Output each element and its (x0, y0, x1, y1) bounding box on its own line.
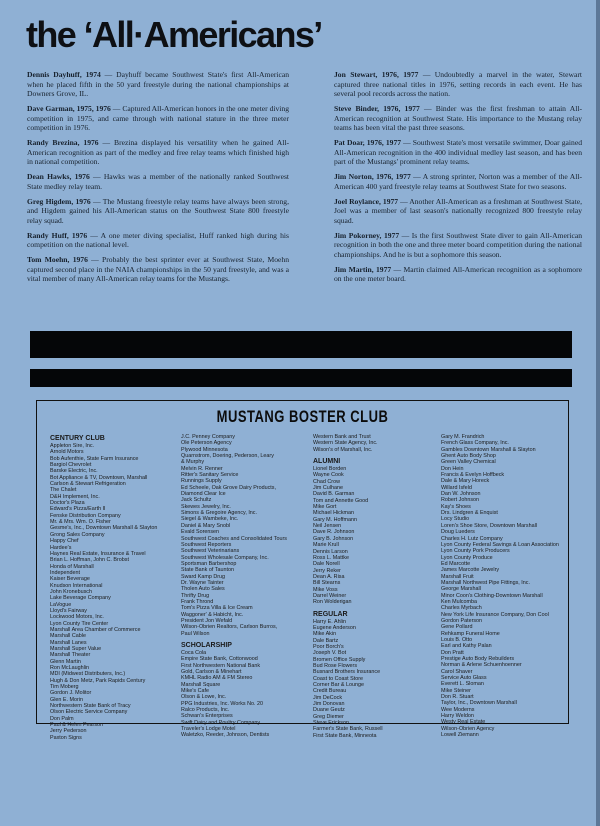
booster-member: Paul Wilson (181, 630, 210, 637)
booster-member: Wilson-Obrien Realtors, Carlson Burros, (181, 624, 278, 631)
booster-member: Jim Culhane (313, 485, 343, 492)
booster-member: Don R. Stuart (441, 694, 474, 701)
athlete-name: Greg Higdem, 1976 (27, 196, 91, 206)
athlete-name: Jon Stewart, 1976, 1977 (334, 70, 419, 79)
booster-member: Marie Krull (313, 542, 339, 549)
booster-member: Daniel & Mary Snobl (181, 522, 231, 529)
booster-member: Lyon County Tire Center (50, 620, 109, 627)
booster-member: Carol Shaver (441, 668, 473, 675)
booster-member: Westy Real Estate (441, 719, 486, 726)
athlete-entry: Randy Brezina, 1976 — Brezina displayed his versatility when he gained All-American recognition as part of the medley and free relay teams which finished high in national competition. (27, 138, 290, 166)
booster-member: Dr. Wayne Tainter (181, 579, 224, 586)
booster-member: Honda of Marshall (50, 563, 94, 570)
booster-member: Traveler's Lodge Motel (181, 726, 236, 733)
booster-member: Western State Agency, Inc. (313, 440, 378, 447)
booster-member: French Glass Company, Inc. (441, 440, 509, 447)
booster-member: Glen E. Morin (50, 696, 83, 703)
booster-member: Arnold Motors (50, 449, 84, 456)
booster-member: Chad Crow (313, 478, 340, 485)
booster-member: Melvin R. Renner (181, 465, 223, 472)
booster-member: Gesme's, Inc., Downtown Marshall & Slayton (50, 525, 158, 532)
booster-member: Louis B. Otto (441, 637, 473, 643)
athlete-description: Probably the best sprinter ever at Southwest State, Moehn captured second place in the NAIA championships in the 50 yard freestyle, and was a vital member of many All-American relay teams for the Mustangs. (27, 255, 290, 283)
booster-member: Dale Bartz (313, 637, 339, 644)
booster-member: Paxton Signs (50, 734, 82, 741)
booster-member: Happy Chef (50, 538, 79, 545)
booster-member: Marshall Northwest Pipe Fittings, Inc. (441, 579, 530, 586)
booster-member: Neil Jensen (313, 523, 342, 530)
booster-member: Mr. & Mrs. Wm. O. Fisher (50, 519, 111, 526)
booster-member: Ole Peterson Agency (181, 440, 232, 447)
booster-club-title: MUSTANG BOSTER CLUB (216, 407, 389, 426)
booster-section-heading: SCHOLARSHIP (181, 642, 232, 649)
booster-member: Tim Moberg (50, 684, 79, 691)
booster-member: Empire State Bank, Cottonwood (181, 656, 258, 663)
booster-member: Jerry Pederson (50, 728, 87, 735)
booster-member: Farmer's State Bank, Russell (313, 726, 383, 733)
athlete-entry: Jon Stewart, 1976, 1977 — Undoubtedly a marvel in the water, Stewart captured three national titles in 1976, setting records in each event. He has several pool records across the nation. (334, 70, 583, 98)
booster-member: Paul & Helen Pearson (50, 722, 104, 729)
booster-member: MDI (Midwest Distributers, Inc.) (50, 671, 126, 678)
athlete-description: A one meter diving specialist, Huff ranked high during his competition on the national level. (27, 230, 289, 249)
booster-member: Bargiol Chevrolet (50, 462, 92, 469)
booster-column-3 (313, 434, 383, 739)
booster-member: Greg Diemer (313, 713, 344, 720)
booster-member: Ritter's Sanitary Service (181, 472, 239, 479)
booster-member: Coca Cola (181, 650, 207, 656)
booster-member: Marshall Area Chamber of Commerce (50, 626, 141, 633)
page-edge-shadow (596, 0, 600, 826)
booster-member: Lockwood Motors, Inc. (50, 614, 104, 621)
athlete-description: The Mustang freestyle relay teams have always been strong, and Higdem gained his All-American status on the Southwest State 800 freestyle relay squad. (27, 196, 289, 225)
booster-member: Rehkamp Funeral Home (441, 630, 500, 637)
booster-member: Gene Pollard (441, 624, 473, 631)
booster-member: D&H Implement, Inc. (50, 493, 100, 500)
booster-member: Southwest Reporters (181, 541, 232, 548)
booster-member: President Jon Wefald (181, 617, 233, 624)
booster-member: Gary M. Frandrich (441, 434, 485, 440)
booster-member: Dennis Larson (313, 548, 348, 555)
booster-member: Coast to Coast Store (313, 675, 364, 682)
booster-member: Grong Sales Company (50, 531, 105, 538)
booster-member: Gambles Downtown Marshall & Slayton (441, 446, 536, 453)
booster-member: Mike Gort (313, 504, 337, 511)
booster-member: Harry Weldon (441, 713, 474, 720)
booster-club-box (36, 400, 569, 741)
booster-member: Marshall Super Value (50, 646, 102, 652)
booster-member: First Northwestern National Bank (181, 662, 261, 669)
booster-member: Brian L. Hoffman, John C. Brobst (50, 557, 130, 564)
booster-member: Service Auto Glass (441, 675, 487, 682)
booster-member: Simons & Gregoire Agency, Inc. (181, 510, 258, 517)
athlete-entry: Tom Moehn, 1976 — Probably the best sprinter ever at Southwest State, Moehn captured second place in the NAIA championships in the 50 yard freestyle, and was a vital member of many All-American relay teams for the Mustangs. (27, 255, 290, 283)
booster-member: Haynes Real Estate, Insurance & Travel (50, 550, 146, 557)
booster-member: Marshall Square (181, 681, 221, 688)
booster-member: Hugh & Don Metz, Park Rapids Century (50, 677, 146, 684)
athlete-entry: Jim Pokorney, 1977 — Is the first Southwest State diver to gain All-American recognition in both the one and three meter board competition during the national championships. And he is but a sophomore this season. (334, 230, 583, 259)
booster-member: Bud Rose Flowers (313, 663, 358, 669)
booster-member: Southwest Coaches and Consolidated Tours (181, 535, 287, 542)
booster-member: Mike Voss (313, 586, 338, 593)
booster-member: LaVogue (50, 601, 72, 608)
booster-member: Ron McLaughlin (50, 665, 89, 672)
booster-member: Waggoner' & Habicht, Inc. (181, 611, 244, 618)
athlete-name: Jim Martin, 1977 (334, 264, 392, 274)
athlete-entry: Randy Huff, 1976 — A one meter diving specialist, Huff ranked high during his competition on the national level. (27, 230, 289, 249)
booster-column-2 (181, 434, 287, 739)
athlete-description: A strong sprinter, Norton was a member of the All-American 400 yard freestyle relay teams at Southwest State for two seasons. (334, 172, 582, 191)
athlete-entry: Jim Martin, 1977 — Martin claimed All-American recognition as a sophomore on the one meter board. (334, 264, 583, 283)
athlete-name: Jim Pokorney, 1977 (334, 230, 400, 240)
athlete-description: Martin claimed All-American recognition as a sophomore on the one meter board. (334, 264, 583, 283)
booster-member: Earl and Kathy Palan (441, 643, 492, 650)
booster-section-heading: ALUMNI (313, 458, 341, 466)
athlete-description: Is the first Southwest State diver to gain All-American recognition in both the one and three meter board competition during the national championships. And he is but a sophomore this season. (334, 230, 583, 259)
booster-column-4 (441, 434, 559, 739)
booster-member: Waletzko, Reeder, Johnson, Dentists (181, 732, 270, 739)
booster-member: Darrel Weiner (313, 592, 347, 599)
booster-member: Tom and Annette Good (313, 497, 369, 504)
booster-member: Knudson International (50, 582, 103, 589)
athlete-entry: Pat Doar, 1976, 1977 — Southwest State's most versatile swimmer, Doar gained All-American recognition in the 400 individual medley last season, and has been part of the Mustangs' prominent relay teams. (334, 138, 582, 166)
booster-member: Marshall Fruit (441, 573, 474, 580)
athlete-entry: Dean Hawks, 1976 — Hawks was a member of the nationally ranked Southwest State medley relay team. (27, 172, 290, 191)
athlete-entry: Dennis Dayhuff, 1974 — Dayhuff became Southwest State's first All-American when he placed fifth in the 50 yard freestyle during the national championships at Downers Grove, IL. (27, 70, 289, 98)
booster-member: Thrifty Drug (181, 592, 210, 599)
athlete-name: Dennis Dayhuff, 1974 (27, 70, 101, 79)
booster-member: Doug Lueders (441, 529, 475, 536)
booster-member: Corner Bar & Lounge (313, 682, 364, 689)
booster-member: Duane Geutz (313, 707, 345, 714)
booster-member: Skewes Jewelry, Inc. (181, 503, 231, 510)
booster-member: David B. Garman (313, 491, 355, 498)
athlete-entry: Steve Binder, 1976, 1977 — Binder was the first freshman to attain All-American recognition at Southwest State. His importance to the Mustang relay teams has been vital the past three seasons. (334, 104, 582, 132)
booster-member: Frank Thrond (181, 598, 214, 605)
booster-member: Gary B. Johnson (313, 535, 354, 542)
booster-member: Jim DeCock (313, 694, 343, 701)
black-divider-bar (30, 369, 572, 387)
booster-member: Harry E. Ahlin (313, 618, 346, 625)
booster-member: Northwestern State Bank of Tracy (50, 703, 131, 710)
booster-member: Ghent Auto Body Shop (441, 453, 496, 460)
booster-member: First State Bank, Minneota (313, 732, 377, 739)
booster-member: Olson Electric Service Company (50, 709, 128, 716)
booster-member: Willard Isfeld (441, 484, 472, 491)
booster-member: Kay's Shoes (441, 503, 471, 510)
booster-member: Edward's Pizza/Earth II (50, 506, 106, 513)
athlete-name: Steve Binder, 1976, 1977 (334, 104, 420, 113)
booster-section-heading: REGULAR (313, 610, 348, 618)
booster-member: George Marshall (441, 586, 481, 593)
booster-member: Green Valley Chemical (441, 459, 496, 466)
black-divider-bar (30, 331, 572, 358)
booster-member: Swift Dairy and Poultry Company (181, 719, 261, 726)
booster-member: Drs. Lindgren & Enquist (441, 510, 498, 517)
booster-member: Tholen Auto Sales (181, 586, 225, 593)
booster-member: Don Hein (441, 465, 464, 472)
booster-member: Jack Schultz (181, 497, 212, 504)
booster-member: Fenske Distribution Company (50, 512, 121, 519)
booster-member: Gary M. Hoffmann (313, 516, 357, 523)
booster-member: Bob Aufenthie, State Farm Insurance (50, 455, 139, 462)
booster-member: Hardee's (50, 544, 72, 551)
athlete-description: Binder was the first freshman to attain All-American recognition at Southwest State. His importance to the Mustang relay teams has been vital the past three seasons. (334, 104, 582, 132)
booster-member: Southwest Veterinarians (181, 548, 240, 555)
booster-member: Plywood Minnesota (181, 446, 228, 453)
booster-member: Marshall Cable (50, 633, 86, 640)
booster-member: Western Bank and Trust (313, 434, 371, 440)
booster-member: Lyon County Produce (441, 554, 493, 561)
booster-member: J.C. Penney Company (181, 434, 235, 440)
booster-member: Lowell Ziemann (441, 732, 479, 739)
booster-member: Tom's Pizza Villa & Ice Cream (181, 605, 253, 612)
booster-member: Carlson & Stewart Refrigeration (50, 481, 126, 488)
athlete-name: Dean Hawks, 1976 (27, 172, 90, 181)
booster-member: Ed Marcotte (441, 560, 471, 567)
booster-member: Ed Scheele, Oak Grove Dairy Products, (181, 484, 276, 491)
booster-member: Ron Wolderigan (313, 599, 352, 606)
booster-member: Prestige Auto Body Rebuilders (441, 656, 515, 663)
booster-member: Everett L. Sloman (441, 681, 484, 688)
booster-member: Kaiser Beverage (50, 576, 90, 583)
athlete-entry: Jim Norton, 1976, 1977 — A strong sprinter, Norton was a member of the All-American 400 yard freestyle relay teams at Southwest State for two seasons. (334, 172, 582, 191)
booster-member: Don Palm (50, 715, 74, 722)
booster-member: Lake Beverage Company (50, 595, 111, 602)
booster-member: Appleton Sire, Inc. (50, 443, 95, 449)
athlete-entry: Joel Roylance, 1977 — Another All-American as a freshman at Southwest State, Joel was a member of last season's nationally recognized 800 freestyle relay squad. (334, 196, 582, 225)
athlete-name: Pat Doar, 1976, 1977 (334, 138, 402, 147)
booster-member: Gordon J. Molitor (50, 690, 92, 697)
booster-member: Taylor, Inc., Downtown Marshall (441, 700, 517, 707)
booster-member: Minor Coon's Clothing-Downtown Marshall (441, 592, 543, 599)
booster-member: Lionel Borden (313, 466, 347, 473)
booster-member: State Bank of Taunton (181, 567, 234, 574)
booster-member: & Murphy (181, 459, 205, 466)
athlete-name: Randy Brezina, 1976 (27, 138, 99, 147)
booster-member: Marshall Lanes (50, 639, 87, 646)
booster-member: Sward Kamp Drug (181, 573, 226, 580)
booster-member: Siegel & Wambeke, Inc. (181, 516, 239, 523)
athletes-right-column (334, 70, 582, 289)
booster-member: Dan W. Johnson (441, 491, 481, 498)
booster-member: Sportsman Barbershop (181, 560, 237, 567)
booster-member: Lyon County Federal Savings & Loan Association (441, 541, 559, 548)
booster-member: Schwan's Enterprises (181, 713, 233, 720)
booster-member: New York Life Insurance Company, Don Cool (441, 611, 549, 618)
booster-member: Credit Bureau (313, 688, 347, 695)
booster-member: Bill Stearns (313, 580, 341, 587)
booster-member: Charles H. Lutz Company (441, 535, 503, 542)
athlete-description: Hawks was a member of the nationally ranked Southwest State medley relay team. (27, 172, 290, 191)
booster-member: Lloyd's Fairway (50, 607, 87, 614)
page-title: the ‘All·Americans’ (26, 14, 322, 55)
athlete-description: Southwest State's most versatile swimmer, Doar gained All-American recognition in the 400 individual medley last season, and has been part of the Mustangs' prominent relay teams. (334, 138, 582, 166)
booster-member: Norman & Arlene Schuenhoenner (441, 662, 522, 669)
booster-member: PPG Industries, Inc. Works No. 20 (181, 700, 263, 707)
booster-member: Wilson-Obrien Agency (441, 725, 495, 732)
booster-member: Doctor's Plaza (50, 500, 85, 507)
booster-member: Wayne Cook (313, 472, 344, 479)
booster-member: Busnard Brothers Insurance (313, 669, 381, 676)
athlete-description: Dayhuff became Southwest State's first All-American when he placed fifth in the 50 yard freestyle during the national championships at Downers Grove, IL. (27, 70, 289, 98)
booster-member: Dean A. Risa (313, 573, 345, 580)
booster-member: Gold, Carlson & Minehart (181, 669, 242, 676)
booster-member: Joseph V. Bot (313, 650, 347, 657)
booster-member: Independent (50, 569, 80, 576)
booster-member: Dave R. Johnson (313, 529, 355, 536)
booster-member: Evald Sorensen (181, 529, 220, 536)
booster-member: Jim Donovan (313, 701, 345, 708)
booster-member: Jerry Reker (313, 567, 341, 574)
booster-section-heading: CENTURY CLUB (50, 435, 105, 442)
athlete-description: Captured All-American honors in the one meter diving competition in 1975, and came through with national stature in the three meter competition in 1976. (27, 104, 289, 132)
booster-member: Gordon Paterson (441, 617, 483, 624)
athlete-entry: Dave Garman, 1975, 1976 — Captured All-American honors in the one meter diving competition in 1975, and came through with national stature in the three meter competition in 1976. (27, 104, 289, 132)
booster-member: Diamond Clear Ice (181, 491, 226, 498)
booster-member: Olson & Lowe, Inc. (181, 694, 227, 701)
athlete-description: Brezina displayed his versatility when he gained All-American recognition as part of the medley and free relay teams which finished high in national competition. (27, 138, 290, 166)
booster-member: Wee Moderns (441, 706, 475, 713)
athlete-name: Joel Roylance, 1977 (334, 196, 399, 206)
booster-member: Ken Mulcomba (441, 598, 477, 605)
booster-member: Poor Borch's (313, 643, 344, 650)
booster-member: John Kronebusch (50, 588, 92, 595)
booster-member: Marshall Theater (50, 652, 91, 659)
booster-member: Loren's Shoe Store, Downtown Marshall (441, 522, 538, 529)
booster-member: Dale Norell (313, 561, 340, 568)
athlete-name: Tom Moehn, 1976 (27, 255, 88, 264)
booster-member: Dale & Mary Horeck (441, 478, 490, 485)
athletes-left-column (27, 70, 289, 289)
athlete-name: Randy Huff, 1976 (27, 230, 88, 240)
booster-member: The Chalet (50, 487, 77, 494)
booster-member: Quarnstrom, Doering, Pederson, Leary (181, 453, 274, 460)
athlete-name: Dave Garman, 1975, 1976 (27, 104, 111, 113)
athlete-name: Jim Norton, 1976, 1977 (334, 172, 411, 181)
booster-member: Bromen Office Supply (313, 656, 366, 663)
athlete-description: Undoubtedly a marvel in the water, Stewart captured three national titles in 1976, setting records in each event. He has several pool records across the nation. (334, 70, 583, 98)
booster-member: Wilson's of Marshall, Inc. (313, 446, 373, 453)
athlete-description: Another All-American as a freshman at Southwest State, Joel was a member of last season's nationally recognized 800 freestyle relay squad. (334, 196, 582, 225)
booster-member: Glenn Martin (50, 658, 81, 665)
booster-member: Runnings Supply (181, 478, 222, 485)
booster-member: Ralco Products, Inc. (181, 707, 230, 714)
booster-member: Francis & Evelyn Hoffbeck (441, 472, 505, 479)
booster-member: Eugene Anderson (313, 624, 356, 631)
booster-member: Mike's Cafe (181, 688, 209, 695)
booster-member: Mike Akin (313, 631, 337, 638)
booster-member: Robert Johnson (441, 497, 480, 504)
booster-member: Don Pratt (441, 649, 464, 656)
booster-member: Bot Appliance & TV, Downtown, Marshall (50, 474, 148, 481)
booster-column-1 (50, 434, 157, 741)
booster-member: Mike Steiner (441, 687, 471, 694)
booster-member: KMHL Radio AM & FM Stereo (181, 675, 253, 682)
booster-member: Michael Hickman (313, 510, 355, 517)
athlete-entry: Greg Higdem, 1976 — The Mustang freestyle relay teams have always been strong, and Higdem gained his All-American status on the Southwest State 800 freestyle relay squad. (27, 196, 289, 225)
booster-member: Barske Electric, Inc. (50, 468, 98, 475)
booster-member: Lyon County Pork Producers (441, 548, 510, 555)
booster-member: Charles Myrbach (441, 605, 482, 612)
booster-member: Southwest Wholesale Company, Inc. (181, 554, 269, 561)
booster-member: Steve Erickson (313, 720, 349, 727)
booster-member: Ross L. Mattke (313, 554, 349, 561)
booster-member: James Marcotte Jewelry (441, 567, 500, 574)
booster-member: Locy Studio (441, 516, 470, 523)
